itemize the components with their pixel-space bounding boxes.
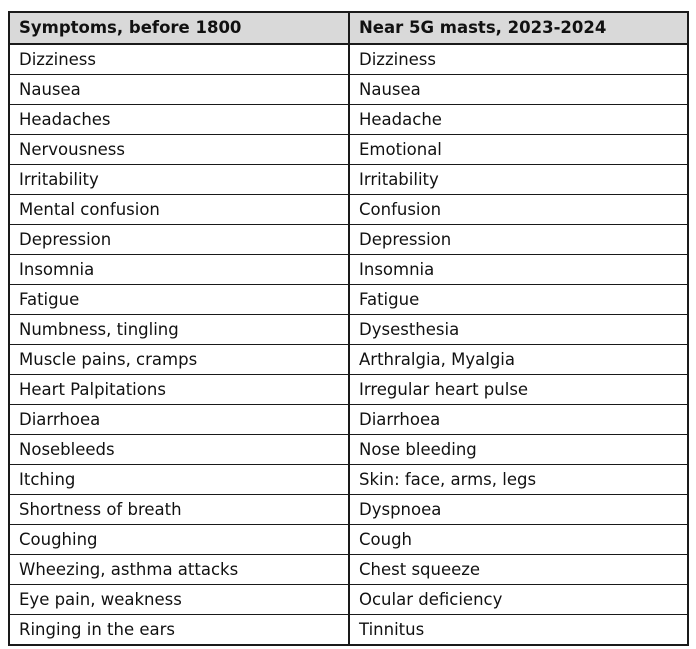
cell-5g-symptom: Cough — [349, 525, 688, 555]
cell-5g-symptom: Irritability — [349, 165, 688, 195]
table-row — [9, 315, 688, 345]
table-row — [9, 44, 688, 75]
table-row — [9, 105, 688, 135]
cell-historical-symptom: Heart Palpitations — [9, 375, 349, 405]
cell-5g-symptom: Dizziness — [349, 44, 688, 75]
table-row — [9, 585, 688, 615]
table-row — [9, 135, 688, 165]
cell-historical-symptom: Eye pain, weakness — [9, 585, 349, 615]
cell-historical-symptom: Dizziness — [9, 44, 349, 75]
table-row — [9, 615, 688, 646]
cell-5g-symptom: Irregular heart pulse — [349, 375, 688, 405]
header-near-5g-masts: Near 5G masts, 2023-2024 — [349, 12, 688, 44]
cell-historical-symptom: Itching — [9, 465, 349, 495]
cell-historical-symptom: Shortness of breath — [9, 495, 349, 525]
table-row — [9, 435, 688, 465]
cell-5g-symptom: Emotional — [349, 135, 688, 165]
cell-5g-symptom: Fatigue — [349, 285, 688, 315]
cell-5g-symptom: Arthralgia, Myalgia — [349, 345, 688, 375]
cell-historical-symptom: Insomnia — [9, 255, 349, 285]
cell-5g-symptom: Nausea — [349, 75, 688, 105]
cell-5g-symptom: Dyspnoea — [349, 495, 688, 525]
cell-historical-symptom: Nausea — [9, 75, 349, 105]
table-row — [9, 525, 688, 555]
table-row — [9, 195, 688, 225]
cell-5g-symptom: Nose bleeding — [349, 435, 688, 465]
cell-historical-symptom: Nervousness — [9, 135, 349, 165]
cell-5g-symptom: Depression — [349, 225, 688, 255]
cell-5g-symptom: Diarrhoea — [349, 405, 688, 435]
cell-historical-symptom: Coughing — [9, 525, 349, 555]
cell-historical-symptom: Nosebleeds — [9, 435, 349, 465]
cell-historical-symptom: Muscle pains, cramps — [9, 345, 349, 375]
table-row — [9, 345, 688, 375]
table-row — [9, 165, 688, 195]
symptoms-comparison-table — [8, 11, 689, 646]
table-row — [9, 225, 688, 255]
header-symptoms-before-1800: Symptoms, before 1800 — [9, 12, 349, 44]
cell-historical-symptom: Irritability — [9, 165, 349, 195]
table-row — [9, 465, 688, 495]
cell-historical-symptom: Diarrhoea — [9, 405, 349, 435]
table-row — [9, 555, 688, 585]
table-row — [9, 255, 688, 285]
cell-5g-symptom: Headache — [349, 105, 688, 135]
table-row — [9, 375, 688, 405]
cell-5g-symptom: Chest squeeze — [349, 555, 688, 585]
cell-historical-symptom: Wheezing, asthma attacks — [9, 555, 349, 585]
table-header-row — [9, 12, 688, 44]
cell-5g-symptom: Insomnia — [349, 255, 688, 285]
table-row — [9, 405, 688, 435]
cell-5g-symptom: Skin: face, arms, legs — [349, 465, 688, 495]
symptoms-comparison-table-container — [8, 11, 689, 646]
cell-5g-symptom: Ocular deficiency — [349, 585, 688, 615]
table-row — [9, 75, 688, 105]
cell-historical-symptom: Fatigue — [9, 285, 349, 315]
cell-5g-symptom: Tinnitus — [349, 615, 688, 646]
cell-5g-symptom: Dysesthesia — [349, 315, 688, 345]
cell-historical-symptom: Headaches — [9, 105, 349, 135]
cell-historical-symptom: Ringing in the ears — [9, 615, 349, 646]
cell-historical-symptom: Mental confusion — [9, 195, 349, 225]
cell-historical-symptom: Numbness, tingling — [9, 315, 349, 345]
table-row — [9, 285, 688, 315]
cell-historical-symptom: Depression — [9, 225, 349, 255]
table-row — [9, 495, 688, 525]
cell-5g-symptom: Confusion — [349, 195, 688, 225]
